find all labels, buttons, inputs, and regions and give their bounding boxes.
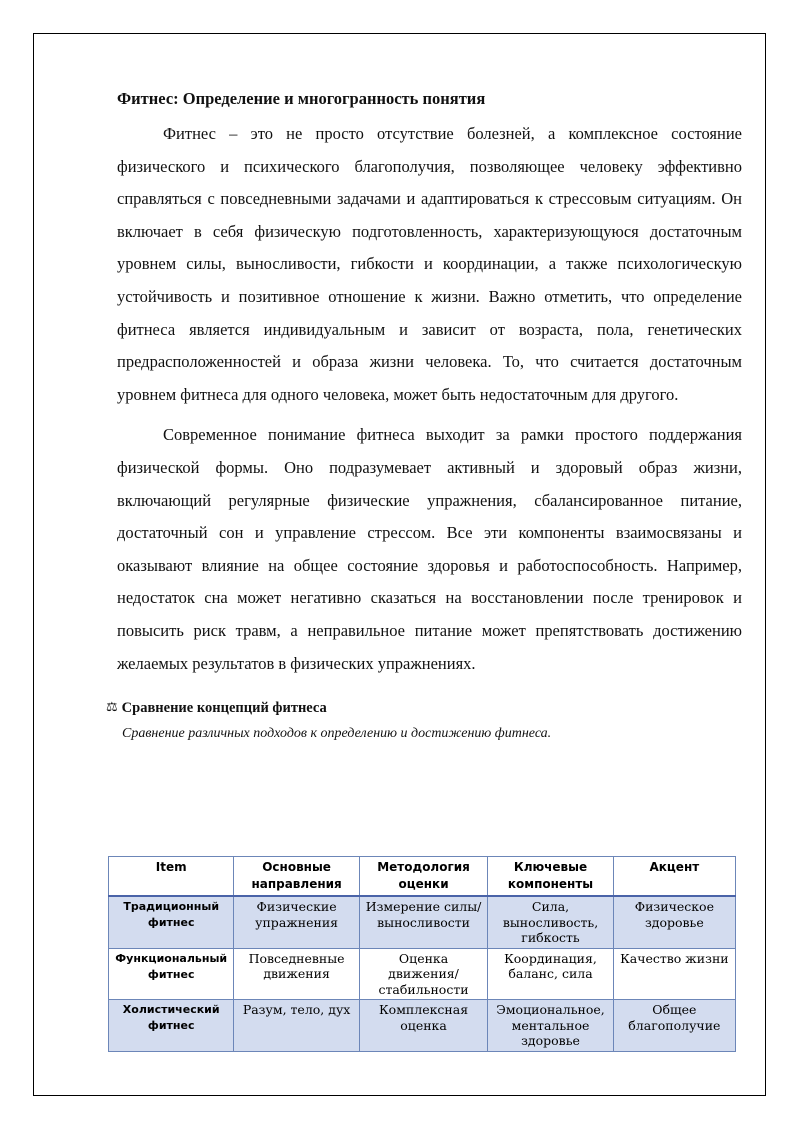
document-title: Фитнес: Определение и многогранность понятия — [117, 89, 486, 108]
header-methodology: Методология оценки — [359, 857, 488, 897]
row-label: Функциональный фитнес — [109, 948, 234, 1000]
table-cell: Общее благополучие — [613, 1000, 735, 1052]
table-cell: Сила, выносливость, гибкость — [488, 896, 613, 948]
table-cell: Оценка движения/стабильности — [359, 948, 488, 1000]
header-item: Item — [109, 857, 234, 897]
table-header-row — [109, 857, 736, 897]
table-cell: Разум, тело, дух — [234, 1000, 359, 1052]
paragraph-2: Современное понимание фитнеса выходит за рамки простого поддержания физической формы. Оно подразумевает активный и здоровый образ жизни, включающий регулярные физические упражнения, сбалансированное питание, достаточный сон и управление стрессом. Все эти компоненты взаимосвязаны и оказывают влияние на общее состояние здоровья и работоспособность. Например, недостаток сна может негативно сказаться на восстановлении после тренировок и повысить риск травм, а неправильное питание может препятствовать достижению желаемых результатов в физических упражнениях. — [117, 425, 742, 673]
table-cell: Качество жизни — [613, 948, 735, 1000]
table-cell: Измерение силы/выносливости — [359, 896, 488, 948]
table-cell: Комплексная оценка — [359, 1000, 488, 1052]
comparison-table — [108, 856, 736, 1052]
row-label: Традиционный фитнес — [109, 896, 234, 948]
table-row — [109, 948, 736, 1000]
paragraph-1: Фитнес – это не просто отсутствие болезней, а комплексное состояние физического и психического благополучия, позволяющее человеку эффективно справляться с повседневными задачами и адаптироваться к стрессовым ситуациям. Он включает в себя физическую подготовленность, характеризующуюся достаточным уровнем силы, выносливости, гибкости и координации, а также психологическую устойчивость и позитивное отношение к жизни. Важно отметить, что определение фитнеса является индивидуальным и зависит от возраста, пола, генетических предрасположенностей и образа жизни человека. То, что считается достаточным уровнем фитнеса для одного человека, может быть недостаточным для другого. — [117, 124, 742, 404]
table-cell: Координация, баланс, сила — [488, 948, 613, 1000]
table-row — [109, 1000, 736, 1052]
table-caption: Сравнение различных подходов к определению и достижению фитнеса. — [122, 726, 552, 742]
header-key-components: Ключевые компоненты — [488, 857, 613, 897]
table-cell: Физическое здоровье — [613, 896, 735, 948]
document-body — [106, 88, 742, 744]
table-heading-text: Сравнение концепций фитнеса — [121, 700, 327, 717]
scale-icon: ⚖ — [106, 700, 118, 716]
table-row — [109, 896, 736, 948]
table-section-heading — [106, 698, 742, 718]
row-label: Холистический фитнес — [109, 1000, 234, 1052]
table-cell: Физические упражнения — [234, 896, 359, 948]
table-cell: Эмоциональное, ментальное здоровье — [488, 1000, 613, 1052]
header-main-directions: Основные направления — [234, 857, 359, 897]
table-cell: Повседневные движения — [234, 948, 359, 1000]
header-accent: Акцент — [613, 857, 735, 897]
